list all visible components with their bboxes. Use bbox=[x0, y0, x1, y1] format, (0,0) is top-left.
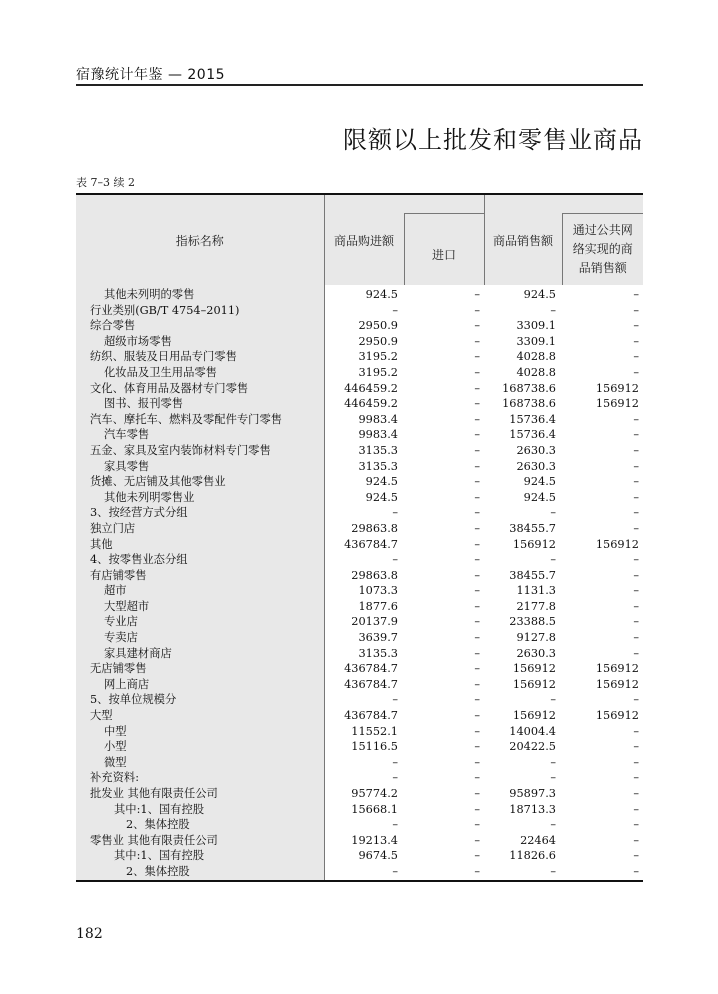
table-row bbox=[76, 864, 643, 881]
cell-online-sales: – bbox=[633, 443, 639, 457]
cell-import: – bbox=[474, 662, 480, 676]
cell-import: – bbox=[474, 397, 480, 411]
cell-import: – bbox=[474, 288, 480, 301]
table-row bbox=[76, 396, 643, 412]
cell-online-sales: – bbox=[633, 693, 639, 707]
cell-sales-amount: 1131.3 bbox=[516, 584, 556, 598]
cell-sales-amount: – bbox=[484, 864, 562, 881]
cell-online-sales: 156912 bbox=[595, 397, 639, 411]
cell-sales-amount: 9127.8 bbox=[516, 631, 556, 645]
row-label: 其他未列明零售业 bbox=[76, 490, 324, 506]
cell-sales-amount: 15736.4 bbox=[509, 412, 556, 426]
cell-online-sales: – bbox=[633, 771, 639, 785]
row-label: 5、按单位规模分 bbox=[76, 692, 324, 708]
row-label: 大型超市 bbox=[76, 599, 324, 615]
table-row bbox=[76, 334, 643, 350]
cell-sales-amount: 22464 bbox=[520, 833, 556, 847]
row-label: 行业类别(GB/T 4754–2011) bbox=[76, 303, 324, 319]
cell-sales-amount: – bbox=[550, 693, 556, 707]
row-label: 专卖店 bbox=[76, 630, 324, 646]
row-label: 2、集体控股 bbox=[76, 864, 324, 881]
cell-purchase-amount: 3195.2 bbox=[358, 350, 398, 364]
cell-sales-amount: 11826.6 bbox=[509, 849, 556, 863]
page-number: 182 bbox=[76, 926, 103, 942]
cell-purchase-amount: 95774.2 bbox=[351, 787, 398, 800]
row-label: 综合零售 bbox=[76, 318, 324, 334]
cell-purchase-amount: 9983.4 bbox=[358, 428, 398, 442]
cell-purchase-amount: 29863.8 bbox=[351, 568, 398, 582]
cell-sales-amount: 38455.7 bbox=[509, 521, 556, 535]
cell-import: – bbox=[474, 833, 480, 847]
cell-online-sales: – bbox=[633, 553, 639, 567]
cell-online-sales: – bbox=[633, 303, 639, 317]
cell-purchase-amount: 9674.5 bbox=[358, 849, 398, 863]
cell-purchase-amount: 11552.1 bbox=[351, 724, 398, 738]
cell-import: – bbox=[474, 334, 480, 348]
cell-import: – bbox=[474, 459, 480, 473]
cell-purchase-amount: – bbox=[324, 864, 404, 881]
cell-online-sales: – bbox=[633, 521, 639, 535]
cell-purchase-amount: 3639.7 bbox=[358, 631, 398, 645]
cell-purchase-amount: 15668.1 bbox=[351, 802, 398, 816]
cell-sales-amount: 156912 bbox=[512, 537, 556, 551]
cell-online-sales: – bbox=[633, 802, 639, 816]
row-label: 批发业 其他有限责任公司 bbox=[76, 786, 324, 802]
cell-import: – bbox=[474, 802, 480, 816]
row-label: 纺织、服装及日用品专门零售 bbox=[76, 349, 324, 365]
cell-import: – bbox=[474, 443, 480, 457]
table-row bbox=[76, 739, 643, 755]
cell-import: – bbox=[474, 771, 480, 785]
table-row bbox=[76, 614, 643, 630]
cell-purchase-amount: 924.5 bbox=[365, 475, 398, 489]
table-row bbox=[76, 661, 643, 677]
table-caption: 表 7–3 续 2 bbox=[76, 176, 135, 189]
cell-sales-amount: 924.5 bbox=[523, 490, 556, 504]
cell-purchase-amount: 1073.3 bbox=[358, 584, 398, 598]
table-row bbox=[76, 443, 643, 459]
cell-sales-amount: 18713.3 bbox=[509, 802, 556, 816]
cell-online-sales: – bbox=[633, 646, 639, 660]
table-row bbox=[76, 770, 643, 786]
cell-sales-amount: 168738.6 bbox=[502, 381, 556, 395]
header-sales-spacer bbox=[562, 194, 643, 214]
cell-sales-amount: 156912 bbox=[512, 677, 556, 691]
cell-online-sales: 156912 bbox=[595, 381, 639, 395]
row-label: 其中:1、国有控股 bbox=[76, 802, 324, 818]
row-label: 其他 bbox=[76, 537, 324, 553]
cell-import: – bbox=[474, 818, 480, 832]
cell-online-sales: – bbox=[633, 568, 639, 582]
cell-online-sales: – bbox=[633, 288, 639, 301]
cell-import: – bbox=[474, 709, 480, 723]
cell-sales-amount: – bbox=[550, 818, 556, 832]
row-label: 汽车零售 bbox=[76, 427, 324, 443]
cell-import: – bbox=[474, 428, 480, 442]
row-label: 网上商店 bbox=[76, 677, 324, 693]
row-label: 零售业 其他有限责任公司 bbox=[76, 833, 324, 849]
row-label: 3、按经营方式分组 bbox=[76, 505, 324, 521]
cell-online-sales: 156912 bbox=[595, 677, 639, 691]
cell-online-sales: 156912 bbox=[595, 709, 639, 723]
cell-purchase-amount: 446459.2 bbox=[344, 397, 398, 411]
cell-sales-amount: 168738.6 bbox=[502, 397, 556, 411]
row-label: 4、按零售业态分组 bbox=[76, 552, 324, 568]
running-head: 宿豫统计年鉴 — 2015 bbox=[76, 67, 226, 83]
row-label: 汽车、摩托车、燃料及零配件专门零售 bbox=[76, 412, 324, 428]
cell-import: – bbox=[474, 521, 480, 535]
cell-sales-amount: – bbox=[550, 755, 556, 769]
table-row bbox=[76, 833, 643, 849]
table-row bbox=[76, 724, 643, 740]
cell-online-sales: – bbox=[633, 584, 639, 598]
header-import: 进口 bbox=[404, 214, 484, 286]
cell-import: – bbox=[474, 365, 480, 379]
cell-import: – bbox=[474, 693, 480, 707]
cell-import: – bbox=[474, 319, 480, 333]
cell-import: – bbox=[474, 599, 480, 613]
table-row bbox=[76, 303, 643, 319]
row-label: 独立门店 bbox=[76, 521, 324, 537]
row-label: 化妆品及卫生用品零售 bbox=[76, 365, 324, 381]
cell-purchase-amount: 924.5 bbox=[365, 288, 398, 301]
header-purchase-spacer bbox=[404, 194, 484, 214]
cell-online-sales: – bbox=[633, 755, 639, 769]
cell-sales-amount: 2630.3 bbox=[516, 443, 556, 457]
header-online-sales: 通过公共网络实现的商品销售额 bbox=[562, 214, 643, 286]
row-label: 货摊、无店铺及其他零售业 bbox=[76, 474, 324, 490]
table-row bbox=[76, 692, 643, 708]
row-label: 微型 bbox=[76, 755, 324, 771]
cell-purchase-amount: 436784.7 bbox=[344, 537, 398, 551]
cell-online-sales: – bbox=[633, 724, 639, 738]
row-label: 有店铺零售 bbox=[76, 568, 324, 584]
header-rule bbox=[76, 84, 643, 86]
cell-import: – bbox=[404, 864, 484, 881]
cell-purchase-amount: – bbox=[392, 303, 398, 317]
cell-online-sales: – bbox=[562, 864, 643, 881]
cell-sales-amount: 156912 bbox=[512, 709, 556, 723]
table-row bbox=[76, 755, 643, 771]
row-label: 中型 bbox=[76, 724, 324, 740]
cell-online-sales: – bbox=[633, 319, 639, 333]
page-title: 限额以上批发和零售业商品 bbox=[343, 126, 643, 154]
cell-import: – bbox=[474, 490, 480, 504]
table-row bbox=[76, 474, 643, 490]
table-row bbox=[76, 677, 643, 693]
cell-online-sales: – bbox=[633, 818, 639, 832]
cell-import: – bbox=[474, 506, 480, 520]
cell-sales-amount: – bbox=[550, 303, 556, 317]
cell-purchase-amount: – bbox=[392, 553, 398, 567]
header-purchase-amount: 商品购进额 bbox=[324, 194, 404, 285]
table-row bbox=[76, 630, 643, 646]
cell-purchase-amount: 3135.3 bbox=[358, 459, 398, 473]
header-indicator-name: 指标名称 bbox=[76, 194, 324, 285]
cell-import: – bbox=[474, 849, 480, 863]
cell-online-sales: – bbox=[633, 615, 639, 629]
table-row bbox=[76, 552, 643, 568]
cell-import: – bbox=[474, 740, 480, 754]
cell-sales-amount: 2630.3 bbox=[516, 646, 556, 660]
cell-purchase-amount: – bbox=[392, 771, 398, 785]
cell-sales-amount: 156912 bbox=[512, 662, 556, 676]
cell-online-sales: – bbox=[633, 475, 639, 489]
cell-purchase-amount: 20137.9 bbox=[351, 615, 398, 629]
cell-purchase-amount: 3195.2 bbox=[358, 365, 398, 379]
table-row bbox=[76, 427, 643, 443]
table-row bbox=[76, 381, 643, 397]
cell-import: – bbox=[474, 755, 480, 769]
row-label: 家具建材商店 bbox=[76, 646, 324, 662]
table-row bbox=[76, 505, 643, 521]
cell-sales-amount: 4028.8 bbox=[516, 365, 556, 379]
cell-purchase-amount: 446459.2 bbox=[344, 381, 398, 395]
cell-import: – bbox=[474, 584, 480, 598]
cell-sales-amount: 2630.3 bbox=[516, 459, 556, 473]
cell-import: – bbox=[474, 350, 480, 364]
cell-sales-amount: 15736.4 bbox=[509, 428, 556, 442]
table-row bbox=[76, 490, 643, 506]
table-row bbox=[76, 646, 643, 662]
table-row bbox=[76, 521, 643, 537]
cell-sales-amount: 3309.1 bbox=[516, 334, 556, 348]
cell-online-sales: – bbox=[633, 740, 639, 754]
cell-purchase-amount: 3135.3 bbox=[358, 443, 398, 457]
table-row bbox=[76, 459, 643, 475]
cell-sales-amount: 2177.8 bbox=[516, 599, 556, 613]
row-label: 小型 bbox=[76, 739, 324, 755]
table-row bbox=[76, 786, 643, 802]
cell-import: – bbox=[474, 787, 480, 800]
table-row bbox=[76, 708, 643, 724]
cell-purchase-amount: 436784.7 bbox=[344, 677, 398, 691]
cell-purchase-amount: 29863.8 bbox=[351, 521, 398, 535]
table-row bbox=[76, 568, 643, 584]
table-row bbox=[76, 285, 643, 303]
row-label: 图书、报刊零售 bbox=[76, 396, 324, 412]
row-label: 超级市场零售 bbox=[76, 334, 324, 350]
row-label: 五金、家具及室内装饰材料专门零售 bbox=[76, 443, 324, 459]
row-label: 超市 bbox=[76, 583, 324, 599]
cell-online-sales: – bbox=[633, 365, 639, 379]
cell-purchase-amount: 924.5 bbox=[365, 490, 398, 504]
header-sales-amount: 商品销售额 bbox=[484, 194, 562, 285]
cell-import: – bbox=[474, 677, 480, 691]
cell-online-sales: – bbox=[633, 350, 639, 364]
cell-sales-amount: 14004.4 bbox=[509, 724, 556, 738]
cell-import: – bbox=[474, 724, 480, 738]
cell-sales-amount: – bbox=[550, 506, 556, 520]
cell-purchase-amount: 3135.3 bbox=[358, 646, 398, 660]
table-row bbox=[76, 599, 643, 615]
row-label: 文化、体育用品及器材专门零售 bbox=[76, 381, 324, 397]
row-label: 大型 bbox=[76, 708, 324, 724]
cell-purchase-amount: – bbox=[392, 693, 398, 707]
row-label: 补充资料: bbox=[76, 770, 324, 786]
statistics-table bbox=[76, 193, 643, 882]
cell-online-sales: – bbox=[633, 506, 639, 520]
cell-import: – bbox=[474, 631, 480, 645]
table-row bbox=[76, 365, 643, 381]
table-row bbox=[76, 318, 643, 334]
cell-sales-amount: 924.5 bbox=[523, 475, 556, 489]
cell-purchase-amount: 2950.9 bbox=[358, 319, 398, 333]
cell-import: – bbox=[474, 412, 480, 426]
cell-sales-amount: 23388.5 bbox=[509, 615, 556, 629]
cell-online-sales: – bbox=[633, 412, 639, 426]
cell-online-sales: – bbox=[633, 631, 639, 645]
cell-online-sales: 156912 bbox=[595, 537, 639, 551]
table-row bbox=[76, 349, 643, 365]
cell-online-sales: – bbox=[633, 849, 639, 863]
cell-online-sales: – bbox=[633, 428, 639, 442]
cell-purchase-amount: 15116.5 bbox=[351, 740, 398, 754]
cell-sales-amount: – bbox=[550, 553, 556, 567]
cell-online-sales: – bbox=[633, 490, 639, 504]
cell-online-sales: – bbox=[633, 833, 639, 847]
row-label: 无店铺零售 bbox=[76, 661, 324, 677]
cell-online-sales: – bbox=[633, 459, 639, 473]
cell-online-sales: – bbox=[633, 334, 639, 348]
cell-purchase-amount: 2950.9 bbox=[358, 334, 398, 348]
table-row bbox=[76, 817, 643, 833]
cell-purchase-amount: – bbox=[392, 506, 398, 520]
cell-purchase-amount: – bbox=[392, 755, 398, 769]
cell-sales-amount: 20422.5 bbox=[509, 740, 556, 754]
table-row bbox=[76, 412, 643, 428]
cell-sales-amount: 38455.7 bbox=[509, 568, 556, 582]
cell-online-sales: – bbox=[633, 599, 639, 613]
row-label: 家具零售 bbox=[76, 459, 324, 475]
cell-sales-amount: 95897.3 bbox=[509, 787, 556, 800]
cell-purchase-amount: 436784.7 bbox=[344, 709, 398, 723]
table-row bbox=[76, 848, 643, 864]
cell-sales-amount: 3309.1 bbox=[516, 319, 556, 333]
cell-purchase-amount: – bbox=[392, 818, 398, 832]
cell-import: – bbox=[474, 568, 480, 582]
cell-online-sales: – bbox=[633, 787, 639, 800]
cell-sales-amount: 924.5 bbox=[523, 288, 556, 301]
cell-purchase-amount: 9983.4 bbox=[358, 412, 398, 426]
table-body bbox=[76, 285, 643, 881]
cell-sales-amount: 4028.8 bbox=[516, 350, 556, 364]
cell-import: – bbox=[474, 615, 480, 629]
row-label: 其他未列明的零售 bbox=[76, 285, 324, 303]
cell-import: – bbox=[474, 475, 480, 489]
cell-online-sales: 156912 bbox=[595, 662, 639, 676]
row-label: 2、集体控股 bbox=[76, 817, 324, 833]
table-row bbox=[76, 802, 643, 818]
cell-purchase-amount: 19213.4 bbox=[351, 833, 398, 847]
row-label: 其中:1、国有控股 bbox=[76, 848, 324, 864]
cell-import: – bbox=[474, 537, 480, 551]
cell-import: – bbox=[474, 553, 480, 567]
cell-sales-amount: – bbox=[550, 771, 556, 785]
table-row bbox=[76, 537, 643, 553]
table-row bbox=[76, 583, 643, 599]
cell-purchase-amount: 436784.7 bbox=[344, 662, 398, 676]
cell-purchase-amount: 1877.6 bbox=[358, 599, 398, 613]
row-label: 专业店 bbox=[76, 614, 324, 630]
cell-import: – bbox=[474, 381, 480, 395]
cell-import: – bbox=[474, 303, 480, 317]
cell-import: – bbox=[474, 646, 480, 660]
